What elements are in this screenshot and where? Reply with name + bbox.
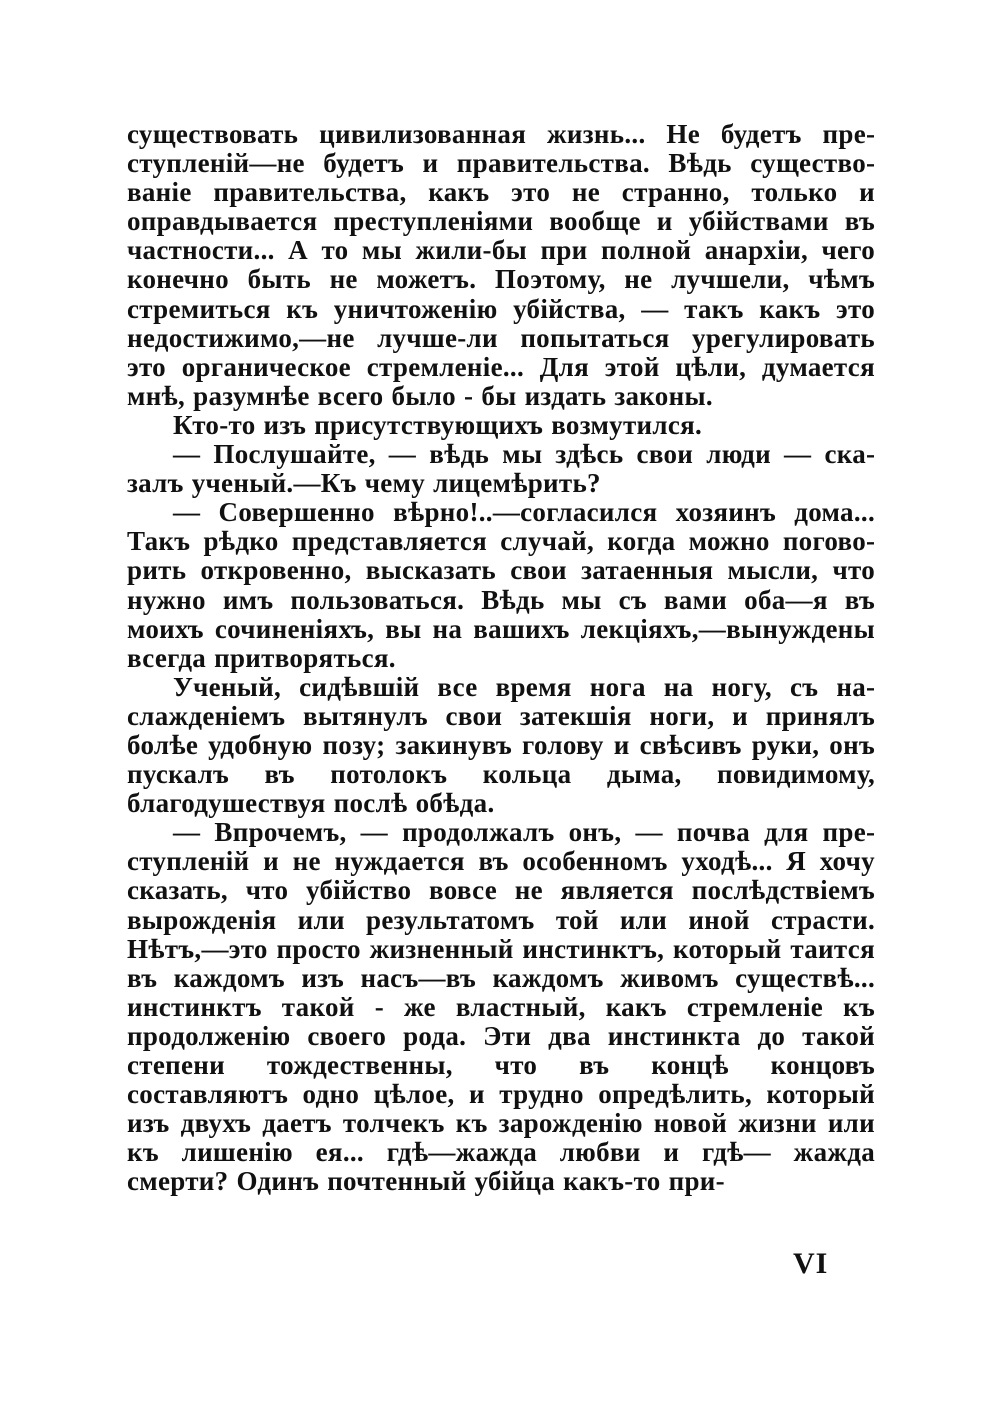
paragraph: — Послушайте, — вѣдь мы здѣсь свои люди — сказалъ ученый.—Къ чему лицемѣрить? [127, 439, 875, 499]
paragraph: — Впрочемъ, — продолжалъ онъ, — почва для преступленій и не нуждается въ особенномъ уходѣ... Я хочу сказать, что убійство вовсе не является послѣдствіемъ вырожденія или результатомъ той или иной страсти. Нѣтъ,—это просто жизненный инстинктъ, который таится въ каждомъ изъ насъ—въ каждомъ живомъ существѣ... инстинктъ такой - же властный, какъ стремленіе къ продолженію своего рода. Эти два инстинкта до такой степени тождественны, что въ концѣ концовъ составляютъ одно цѣлое, и трудно опредѣлить, который изъ двухъ даетъ толчекъ къ зарожденію новой жизни или къ лишенію ея... гдѣ—жажда любви и гдѣ— жажда смерти? Одинъ почтенный убійца какъ-то при- [127, 817, 875, 1197]
paragraph: Ученый, сидѣвшій все время нога на ногу, съ наслажденіемъ вытянулъ свои затекшія ноги, и принялъ болѣе удобную позу; закинувъ голову и свѣсивъ руки, онъ пускалъ въ потолокъ кольца дыма, повидимому, благодушествуя послѣ обѣда. [127, 671, 875, 819]
paragraph: Кто-то изъ присутствующихъ возмутился. [173, 409, 703, 440]
page-number: VI [793, 1247, 829, 1280]
paragraph: существовать цивилизованная жизнь... Не будетъ преступленій—не будетъ и правительства. Вѣдь существованіе правительства, какъ это не странно, только и оправдывается преступленіями вообще и убійствами въ частности... А то мы жили-бы при полной анархіи, чего конечно быть не можетъ. Поэтому, не лучшели, чѣмъ стремиться къ уничтоженію убійства, — такъ какъ это недостижимо,—не лучше-ли попытаться урегулировать это органическое стремленіе... Для этой цѣли, думается мнѣ, разумнѣе всего было - бы издать законы. [127, 119, 875, 411]
body-text [127, 120, 875, 1196]
paragraph: — Совершенно вѣрно!..—согласился хозяинъ дома... Такъ рѣдко представляется случай, когда можно поговорить откровенно, высказать свои затаенныя мысли, что нужно имъ пользоваться. Вѣдь мы съ вами оба—я въ моихъ сочиненіяхъ, вы на вашихъ лекціяхъ,—вынуждены всегда притворяться. [127, 497, 875, 673]
